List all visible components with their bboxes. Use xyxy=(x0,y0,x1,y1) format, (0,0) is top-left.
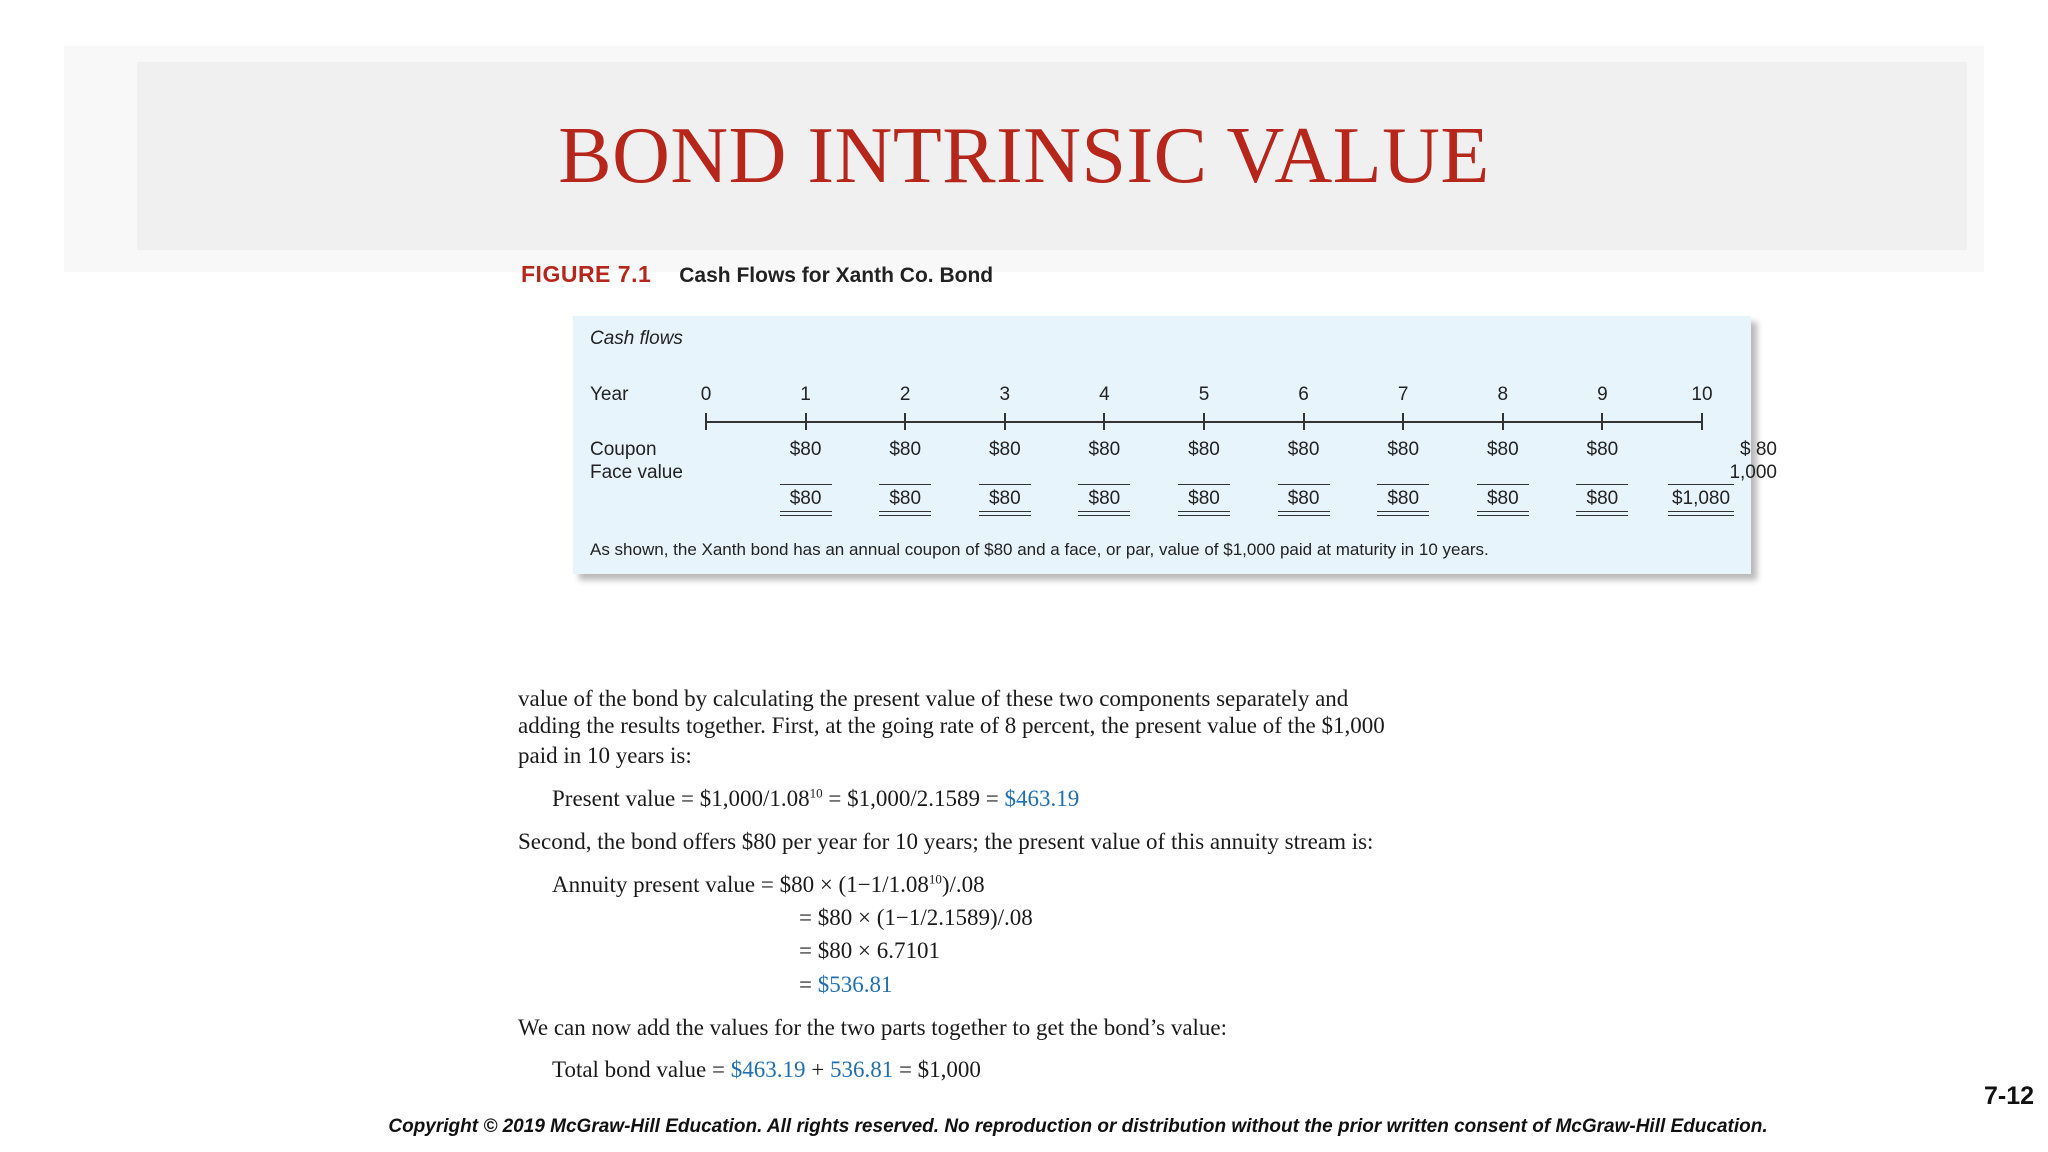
paragraph-line: Second, the bond offers $80 per year for 10 years; the present value of this annuity stream is: xyxy=(518,829,1374,854)
paragraph-line: paid in 10 years is: xyxy=(518,743,692,768)
timeline-tick xyxy=(1103,413,1105,430)
annuity-formula-line: = $80 × (1−1/2.1589)/.08 xyxy=(799,905,1033,930)
year-number: 9 xyxy=(1597,384,1608,405)
total-cash-flow: $80 xyxy=(975,488,1035,510)
timeline-tick xyxy=(1203,413,1205,430)
cash-flow-figure xyxy=(573,316,1777,574)
year-number: 0 xyxy=(700,384,712,405)
cash-flows-label: Cash flows xyxy=(590,328,683,349)
annuity-formula-line xyxy=(799,972,892,998)
formula-text: = xyxy=(799,972,818,997)
total-term-2: 536.81 xyxy=(829,1057,894,1082)
timeline-tick xyxy=(1502,413,1504,430)
timeline-tick xyxy=(1402,413,1404,430)
figure-note: As shown, the Xanth bond has an annual coupon of $80 and a face, or par, value of $1,000 paid at maturity in 10 years. xyxy=(590,540,1489,559)
year-label: Year xyxy=(590,384,629,405)
coupon-amount: $80 xyxy=(889,439,922,460)
paragraph-line: adding the results together. First, at the going rate of 8 percent, the present value of the $1,000 xyxy=(518,713,1385,738)
year-number: 10 xyxy=(1691,384,1713,405)
year-number: 2 xyxy=(899,384,911,405)
timeline-tick xyxy=(805,413,807,430)
timeline-tick xyxy=(1303,413,1305,430)
coupon-amount: $80 xyxy=(1287,439,1320,460)
total-cash-flow: $80 xyxy=(1473,488,1533,510)
coupon-amount: $80 xyxy=(1486,439,1519,460)
figure-number: FIGURE 7.1 xyxy=(521,261,652,287)
total-term-1: $463.19 xyxy=(730,1057,806,1082)
year-number: 3 xyxy=(999,384,1011,405)
formula-text: )/.08 xyxy=(941,872,985,897)
copyright-notice: Copyright © 2019 McGraw-Hill Education. All rights reserved. No reproduction or distribution without the prior written consent of McGraw-Hill Education. xyxy=(388,1116,1768,1137)
total-cash-flow: $80 xyxy=(1274,488,1334,510)
formula-text: Total bond value = xyxy=(552,1057,731,1082)
timeline-tick xyxy=(1004,413,1006,430)
total-cash-flow: $1,080 xyxy=(1664,488,1738,510)
paragraph-line: We can now add the values for the two parts together to get the bond’s value: xyxy=(518,1015,1228,1040)
present-value-formula xyxy=(552,786,1079,812)
year-number: 7 xyxy=(1397,384,1409,405)
year-number: 8 xyxy=(1497,384,1509,405)
formula-text: Annuity present value = $80 × (1−1/1.08 xyxy=(552,872,929,897)
formula-text: Present value = $1,000/1.08 xyxy=(552,786,810,811)
annuity-formula-line xyxy=(552,872,985,898)
paragraph-line: value of the bond by calculating the present value of these two components separately and xyxy=(518,686,1349,711)
total-cash-flow: $80 xyxy=(1572,488,1632,510)
coupon-amount: $80 xyxy=(1188,439,1220,460)
formula-text: = $1,000 xyxy=(893,1057,981,1082)
timeline-tick xyxy=(904,413,906,430)
coupon-label: Coupon xyxy=(590,439,657,460)
total-cash-flow: $80 xyxy=(1074,488,1134,510)
formula-text: = $1,000/2.1589 = xyxy=(822,786,1005,811)
year-number: 4 xyxy=(1099,384,1110,405)
total-cash-flow: $80 xyxy=(1174,488,1234,510)
timeline-tick xyxy=(1601,413,1603,430)
coupon-amount: $ 80 xyxy=(1740,439,1777,460)
year-number: 1 xyxy=(800,384,811,405)
coupon-amount: $80 xyxy=(1387,439,1420,460)
formula-text: + xyxy=(805,1057,830,1082)
total-cash-flow: $80 xyxy=(875,488,935,510)
timeline-tick xyxy=(1701,413,1703,430)
page-number: 7-12 xyxy=(1984,1082,2035,1110)
timeline-tick xyxy=(705,413,707,430)
annuity-result: $536.81 xyxy=(817,972,893,997)
coupon-amount: $80 xyxy=(789,439,822,460)
slide-title: BOND INTRINSIC VALUE xyxy=(558,112,1490,200)
figure-caption: Cash Flows for Xanth Co. Bond xyxy=(679,264,994,287)
total-cash-flow: $80 xyxy=(1373,488,1433,510)
exponent: 10 xyxy=(928,871,942,887)
total-cash-flow: $80 xyxy=(776,488,836,510)
exponent: 10 xyxy=(809,785,823,801)
figure-heading xyxy=(521,261,993,289)
coupon-amount: $80 xyxy=(1088,439,1121,460)
present-value-result: $463.19 xyxy=(1004,786,1080,811)
coupon-amount: $80 xyxy=(988,439,1021,460)
annuity-formula-line: = $80 × 6.7101 xyxy=(799,938,940,963)
year-number: 6 xyxy=(1298,384,1309,405)
face-value-amount: 1,000 xyxy=(1729,462,1777,483)
coupon-amount: $80 xyxy=(1586,439,1619,460)
total-bond-value-formula xyxy=(552,1057,981,1083)
year-number: 5 xyxy=(1198,384,1210,405)
face-value-label: Face value xyxy=(590,462,683,483)
